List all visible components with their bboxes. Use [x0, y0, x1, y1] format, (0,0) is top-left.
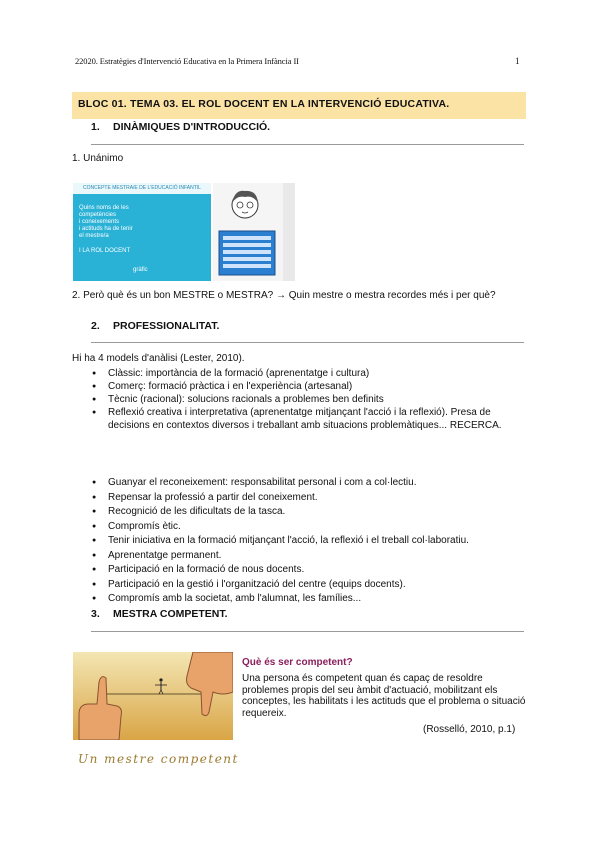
- intro-item-1: 1. Unánimo: [72, 153, 124, 164]
- list-item: ● Compromís ètic.: [92, 520, 524, 535]
- teacher-cartoon-image: [213, 183, 295, 281]
- topic-title: BLOC 01. TEMA 03. EL ROL DOCENT EN LA INTERVENCIÓ EDUCATIVA.: [78, 98, 450, 110]
- slide-header: CONCEPTE MESTRA/E DE L'EDUCACIÓ INFANTIL: [73, 183, 211, 194]
- section-divider: [91, 144, 524, 145]
- list-item: ● Tècnic (racional): solucions racionals a problemes ben definits: [92, 393, 524, 406]
- list-item: ● Recognició de les dificultats de la tasca.: [92, 505, 524, 520]
- teacher-cartoon-icon: [213, 183, 295, 281]
- section-heading-1: [91, 121, 270, 133]
- slide-line: competències: [79, 212, 117, 218]
- models-list: [92, 367, 524, 432]
- list-item: ● Reflexió creativa i interpretativa (aprenentatge mitjançant l'acció i la reflexió). Presa de decisions en contextos diversos i treballant amb situacions problemàtiques... RECERCA.: [92, 406, 524, 432]
- list-item: ● Comerç: formació pràctica i en l'experiència (artesanal): [92, 380, 524, 393]
- presentation-slide-image: [73, 183, 211, 281]
- closing-caption: Un mestre competent: [78, 752, 239, 766]
- slide-line: el mestre/a: [79, 233, 109, 239]
- list-item: ● Aprenentatge permanent.: [92, 549, 524, 564]
- slide-footer: gràfic: [133, 267, 148, 273]
- thumbs-tightrope-illustration: [73, 652, 233, 740]
- thumbs-up-down-icon: [73, 652, 233, 740]
- section-title: DINÀMIQUES D'INTRODUCCIÓ.: [113, 121, 271, 133]
- list-item: ● Participació en la formació de nous docents.: [92, 563, 524, 578]
- traits-list: [92, 476, 524, 607]
- list-item: ● Tenir iniciativa en la formació mitjançant l'acció, la reflexió i el treball col·laboratiu.: [92, 534, 524, 549]
- list-item: ● Compromís amb la societat, amb l'alumnat, les famílies...: [92, 592, 524, 607]
- slide-line: i coneixements: [79, 219, 120, 225]
- citation: (Rosselló, 2010, p.1): [423, 724, 516, 735]
- section-heading-3: [91, 608, 228, 620]
- section-divider: [91, 342, 524, 343]
- section-title: MESTRA COMPETENT.: [113, 608, 228, 620]
- list-item: ● Repensar la professió a partir del coneixement.: [92, 491, 524, 506]
- section-number: 1.: [91, 121, 100, 133]
- section-divider: [91, 631, 524, 632]
- list-item: ● Clàssic: importància de la formació (aprenentatge i cultura): [92, 367, 524, 380]
- list-item: ● Participació en la gestió i l'organització del centre (equips docents).: [92, 578, 524, 593]
- list-item: ● Guanyar el reconeixement: responsabilitat personal i com a col·lectiu.: [92, 476, 524, 491]
- slide-line: i actituds ha de tenir: [79, 226, 133, 232]
- intro-item-2: 2. Però què és un bon MESTRE o MESTRA? → Quin mestre o mestra recordes més i per què?: [72, 290, 496, 301]
- section-number: 2.: [91, 320, 100, 332]
- running-header: 22020. Estratègies d'Intervenció Educativa en la Primera Infància II: [75, 56, 299, 66]
- competence-definition: Una persona és competent quan és capaç de resoldre problemes propis del seu àmbit d'actuació, mobilitzant els conceptes, les habilitats i les actituds que el problema o situació requereix.: [242, 673, 526, 719]
- slide-text: [79, 205, 133, 255]
- section-heading-2: [91, 320, 219, 332]
- section-title: PROFESSIONALITAT.: [113, 320, 220, 332]
- slide-line: Quins noms de les: [79, 205, 129, 211]
- slide-line: I LA ROL DOCENT: [79, 248, 131, 254]
- competence-question: Què és ser competent?: [242, 657, 353, 668]
- models-lead: Hi ha 4 models d'anàlisi (Lester, 2010).: [72, 353, 245, 364]
- section-number: 3.: [91, 608, 100, 620]
- page-number: 1: [515, 56, 520, 66]
